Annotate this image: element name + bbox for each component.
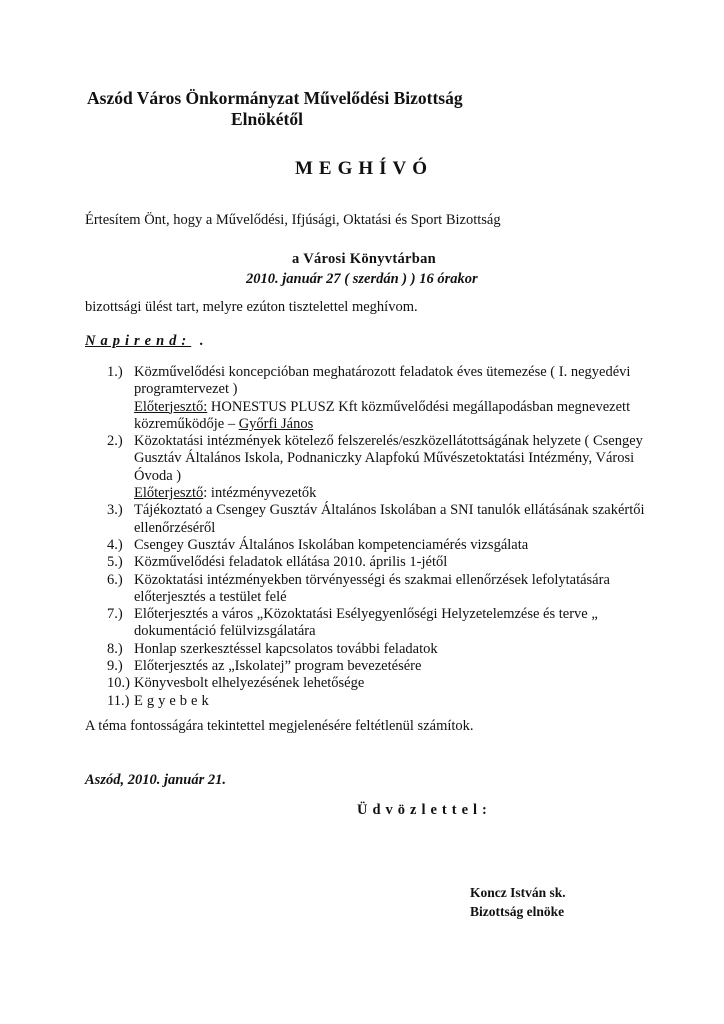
agenda-item-11 (107, 693, 667, 710)
signature-name: Koncz István sk. (470, 885, 566, 900)
closing-text: A téma fontosságára tekintettel megjelenésére feltétlenül számítok. (85, 718, 474, 734)
presenter-name: Győrfi János (238, 415, 314, 432)
presenter-text: HONESTUS PLUSZ Kft közművelődési megállapodásban megnevezett közreműködője – (134, 398, 631, 432)
agenda-item-1 (107, 364, 667, 433)
agenda-item-3 (107, 502, 667, 537)
agenda-text: Közművelődési koncepcióban meghatározott feladatok éves ütemezése ( I. negyedévi programtervezet ) (134, 364, 631, 398)
greeting: Üdvözlettel: (357, 802, 492, 818)
agenda-number: 1.) (107, 364, 123, 380)
agenda-text: Előterjesztés az „Iskolatej” program bevezetésére (134, 658, 422, 675)
presenter-label: Előterjesztő: (134, 398, 208, 415)
presenter-text: : intézményvezetők (203, 485, 317, 502)
header-sender: Elnökétől (231, 109, 303, 129)
agenda-number: 7.) (107, 606, 123, 623)
agenda-text: Közművelődési feladatok ellátása 2010. április 1-jétől (134, 554, 448, 571)
signature-role: Bizottság elnöke (470, 904, 565, 919)
agenda-text: Közoktatási intézményekben törvényességi és szakmai ellenőrzések lefolytatására előterjesztés a testület felé (134, 571, 610, 605)
agenda-number: 9.) (107, 658, 123, 675)
agenda-list (107, 364, 667, 710)
agenda-number: 3.) (107, 502, 123, 519)
agenda-number: 6.) (107, 571, 123, 588)
agenda-text: Könyvesbolt elhelyezésének lehetősége (134, 675, 365, 692)
agenda-text: Előterjesztés a város „Közoktatási Esélyegyenlőségi Helyzetelemzése és terve „ dokumentáció felülvizsgálatára (134, 606, 598, 640)
agenda-text: Közoktatási intézmények kötelező felszerelés/eszközellátottságának helyzete ( Csengey Gusztáv Általános Iskola, Podnaniczky Alapfokú Művészetoktatási Intézmény, Városi Óvoda ) (134, 433, 643, 484)
agenda-text: Honlap szerkesztéssel kapcsolatos további feladatok (134, 640, 438, 657)
agenda-item-body (134, 364, 667, 433)
agenda-item-8 (107, 641, 667, 658)
invitation-text: bizottsági ülést tart, melyre ezúton tisztelettel meghívom. (85, 299, 418, 315)
agenda-number: 8.) (107, 640, 123, 657)
header-organization: Aszód Város Önkormányzat Művelődési Bizottság (87, 88, 463, 108)
agenda-number: 11.) (107, 692, 130, 709)
meeting-location: a Városi Könyvtárban (292, 251, 437, 267)
agenda-item-9 (107, 658, 667, 675)
agenda-label: Napirend: (85, 333, 192, 349)
agenda-number: 2.) (107, 433, 123, 450)
intro-text: Értesítem Önt, hogy a Művelődési, Ifjúsági, Oktatási és Sport Bizottság (85, 212, 501, 228)
agenda-item-2 (107, 433, 667, 502)
agenda-item-5 (107, 554, 667, 571)
agenda-text: Tájékoztató a Csengey Gusztáv Általános Iskolában a SNI tanulók ellátásának szakértői ellenőrzéséről (134, 502, 645, 536)
agenda-text: Egyebek (134, 692, 213, 709)
document-date: Aszód, 2010. január 21. (85, 772, 227, 788)
agenda-item-10 (107, 675, 667, 692)
presenter-label: Előterjesztő (134, 485, 204, 502)
agenda-text: Csengey Gusztáv Általános Iskolában kompetenciamérés vizsgálata (134, 536, 529, 553)
meeting-datetime: 2010. január 27 ( szerdán ) ) 16 órakor (246, 271, 478, 287)
agenda-number: 10.) (107, 675, 130, 692)
agenda-item-4 (107, 537, 667, 554)
agenda-label-suffix: . (191, 333, 209, 349)
agenda-number: 5.) (107, 554, 123, 571)
document-title: MEGHÍVÓ (295, 158, 434, 179)
agenda-number: 4.) (107, 536, 123, 553)
agenda-item-6 (107, 572, 667, 607)
agenda-heading (85, 333, 208, 350)
agenda-item-7 (107, 606, 667, 641)
agenda-item-body (134, 433, 667, 502)
